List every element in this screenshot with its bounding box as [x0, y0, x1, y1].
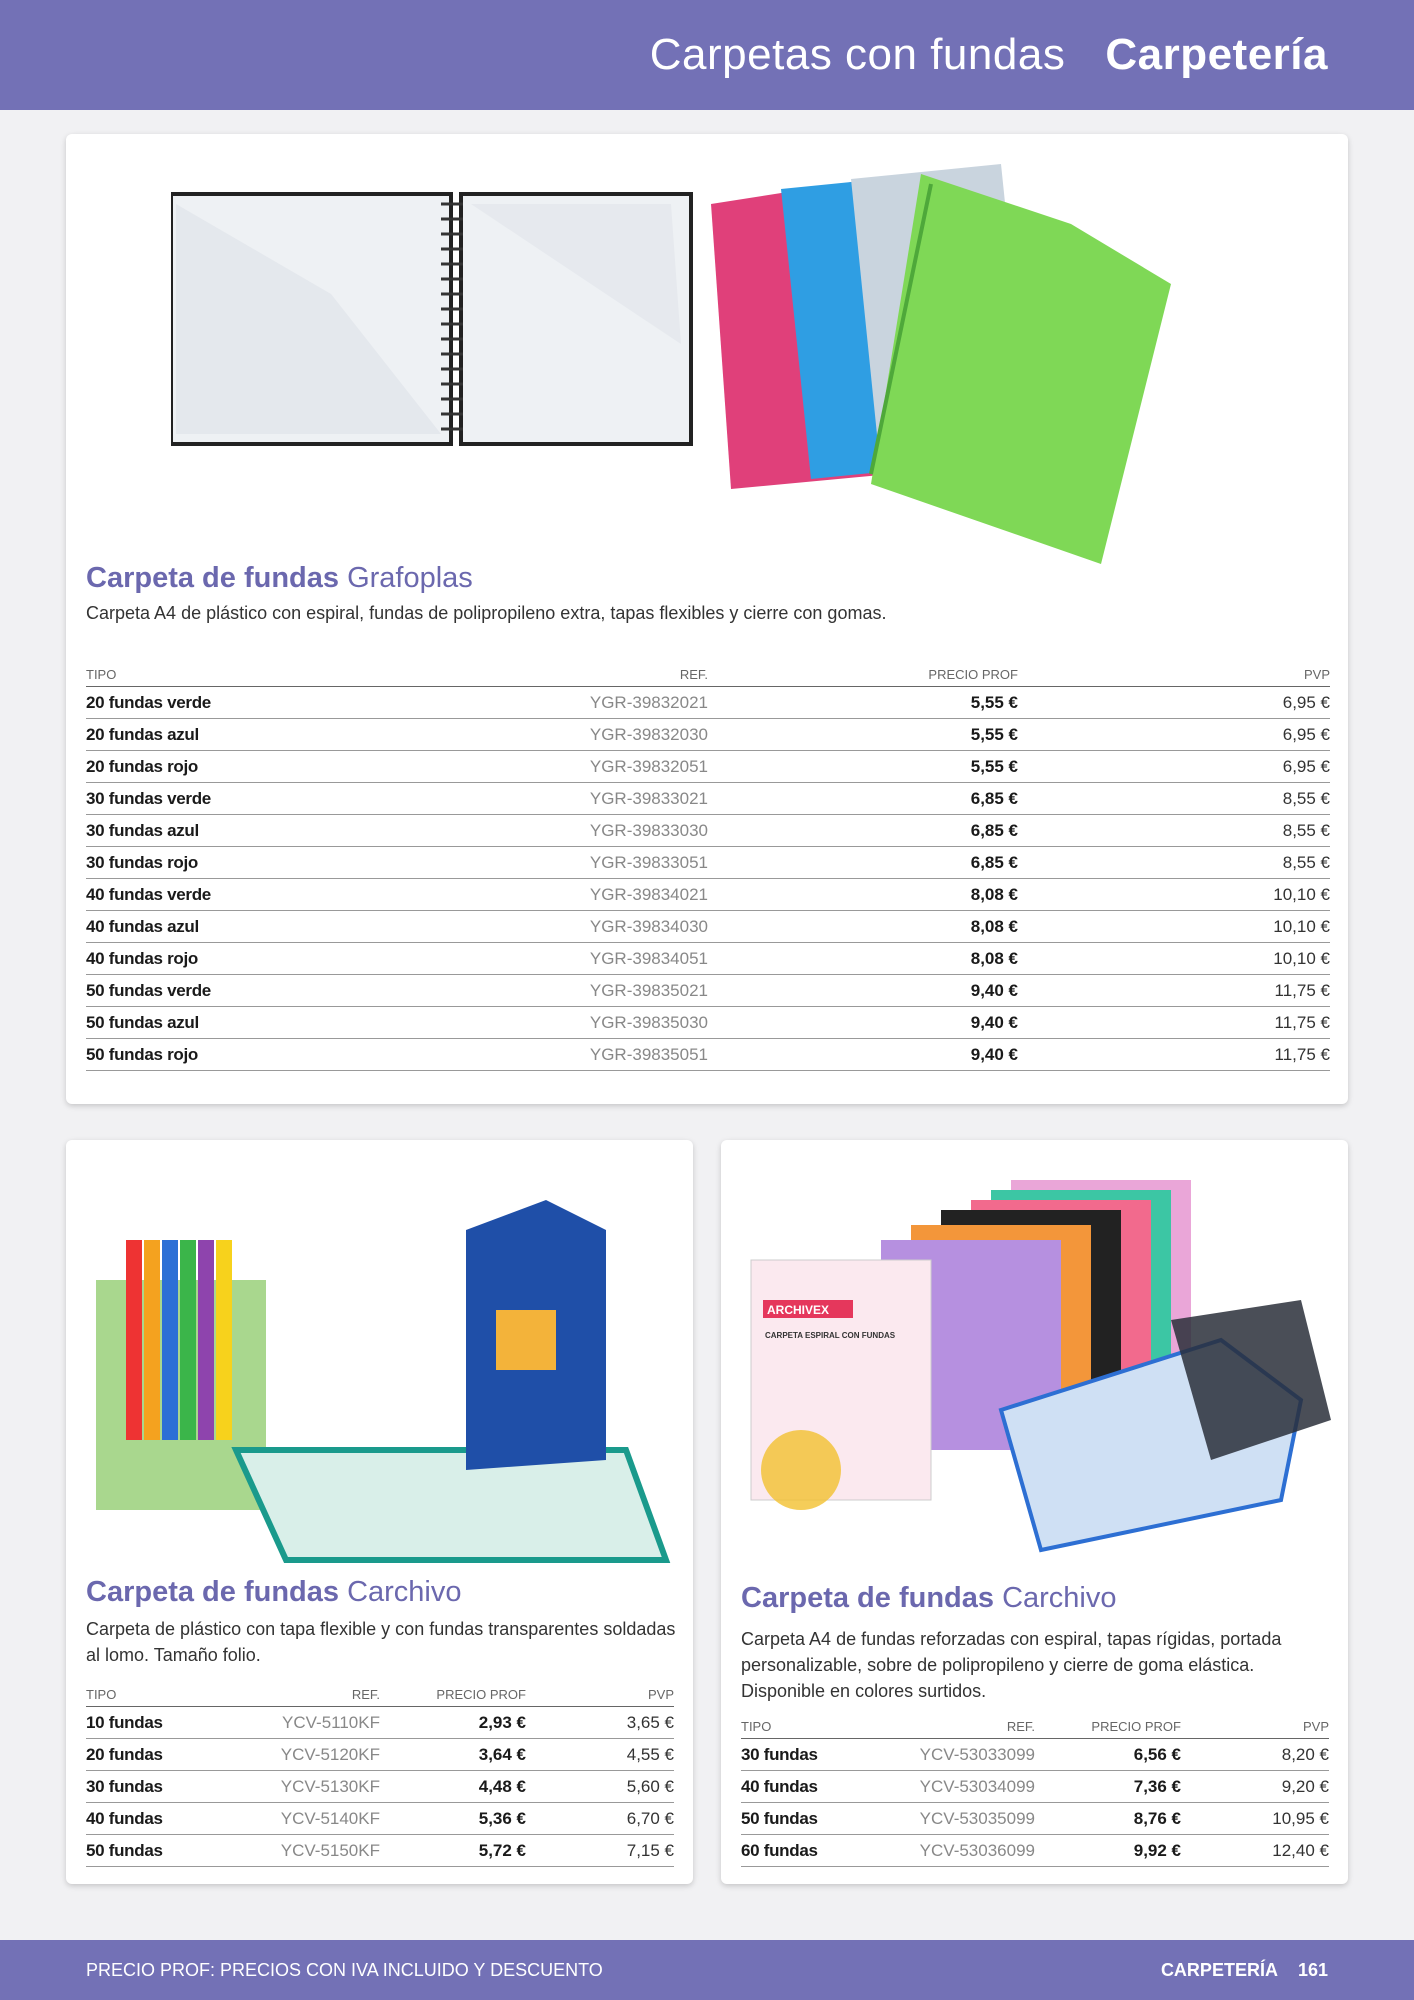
row-ref: YCV-53033099 — [871, 1739, 1035, 1771]
row-ref: YGR-39835030 — [386, 1007, 708, 1039]
table-row — [86, 879, 1330, 911]
row-precio-prof: 6,85 € — [708, 783, 1018, 815]
table-row — [741, 1771, 1329, 1803]
product-title: Carpeta de fundas Grafoplas — [86, 562, 473, 594]
row-pvp: 4,55 € — [526, 1739, 674, 1771]
row-pvp: 8,55 € — [1018, 783, 1330, 815]
table-row — [86, 1707, 674, 1739]
row-ref: YCV-5140KF — [216, 1803, 380, 1835]
category-title: Carpetería — [1105, 30, 1328, 79]
row-tipo: 20 fundas verde — [86, 687, 386, 719]
row-tipo: 40 fundas verde — [86, 879, 386, 911]
row-precio-prof: 9,40 € — [708, 975, 1018, 1007]
table-row — [86, 911, 1330, 943]
row-ref: YGR-39833051 — [386, 847, 708, 879]
product-description: Carpeta de plástico con tapa flexible y con fundas transparentes soldadas al lomo. Tamaño folio. — [86, 1619, 676, 1665]
row-ref: YCV-5130KF — [216, 1771, 380, 1803]
row-precio-prof: 9,40 € — [708, 1007, 1018, 1039]
row-precio-prof: 5,55 € — [708, 751, 1018, 783]
section-title: Carpetas con fundas — [649, 30, 1066, 79]
row-pvp: 10,10 € — [1018, 911, 1330, 943]
table-row — [86, 719, 1330, 751]
row-pvp: 12,40 € — [1181, 1835, 1329, 1867]
table-row — [86, 1007, 1330, 1039]
row-tipo: 30 fundas — [741, 1739, 871, 1771]
row-ref: YCV-53036099 — [871, 1835, 1035, 1867]
col-pvp: PVP — [526, 1684, 674, 1707]
row-pvp: 7,15 € — [526, 1835, 674, 1867]
row-ref: YGR-39832030 — [386, 719, 708, 751]
col-tipo: TIPO — [741, 1716, 871, 1739]
row-precio-prof: 8,76 € — [1035, 1803, 1181, 1835]
row-pvp: 6,95 € — [1018, 751, 1330, 783]
row-pvp: 8,20 € — [1181, 1739, 1329, 1771]
row-precio-prof: 2,93 € — [380, 1707, 526, 1739]
table-row — [86, 783, 1330, 815]
product-image-carchivo-a4 — [741, 1170, 1341, 1570]
row-precio-prof: 4,48 € — [380, 1771, 526, 1803]
table-row — [86, 975, 1330, 1007]
table-row — [86, 943, 1330, 975]
table-row — [741, 1803, 1329, 1835]
row-precio-prof: 9,40 € — [708, 1039, 1018, 1071]
row-tipo: 20 fundas azul — [86, 719, 386, 751]
row-ref: YGR-39833030 — [386, 815, 708, 847]
row-precio-prof: 6,85 € — [708, 847, 1018, 879]
table-row — [86, 1039, 1330, 1071]
row-precio-prof: 5,55 € — [708, 719, 1018, 751]
row-precio-prof: 6,85 € — [708, 815, 1018, 847]
row-tipo: 30 fundas — [86, 1771, 216, 1803]
row-precio-prof: 3,64 € — [380, 1739, 526, 1771]
table-row — [86, 687, 1330, 719]
row-ref: YGR-39833021 — [386, 783, 708, 815]
price-table — [86, 664, 1330, 1071]
product-image-carchivo-folio — [86, 1170, 676, 1570]
row-pvp: 6,70 € — [526, 1803, 674, 1835]
col-precio-prof: PRECIO PROF — [1035, 1716, 1181, 1739]
row-ref: YCV-5110KF — [216, 1707, 380, 1739]
product-image-grafoplas — [171, 144, 1311, 584]
row-pvp: 8,55 € — [1018, 847, 1330, 879]
row-tipo: 50 fundas — [741, 1803, 871, 1835]
col-precio-prof: PRECIO PROF — [380, 1684, 526, 1707]
row-tipo: 30 fundas verde — [86, 783, 386, 815]
row-pvp: 11,75 € — [1018, 1039, 1330, 1071]
product-description: Carpeta A4 de fundas reforzadas con espiral, tapas rígidas, portada personalizable, sobre de polipropileno y cierre de goma elástica. Disponible en colores surtidos. — [741, 1629, 1282, 1701]
row-precio-prof: 5,55 € — [708, 687, 1018, 719]
archivex-label: ARCHIVEX — [767, 1303, 830, 1317]
row-precio-prof: 8,08 € — [708, 911, 1018, 943]
row-precio-prof: 6,56 € — [1035, 1739, 1181, 1771]
page-number: 161 — [1297, 1959, 1328, 1980]
row-tipo: 50 fundas rojo — [86, 1039, 386, 1071]
row-tipo: 30 fundas azul — [86, 815, 386, 847]
row-ref: YGR-39832021 — [386, 687, 708, 719]
row-pvp: 9,20 € — [1181, 1771, 1329, 1803]
product-card-carchivo-folio — [66, 1140, 693, 1884]
row-ref: YCV-5120KF — [216, 1739, 380, 1771]
row-pvp: 10,10 € — [1018, 879, 1330, 911]
row-precio-prof: 9,92 € — [1035, 1835, 1181, 1867]
footer-category: CARPETERÍA — [1160, 1959, 1278, 1980]
row-ref: YGR-39835051 — [386, 1039, 708, 1071]
table-row — [86, 751, 1330, 783]
row-tipo: 40 fundas azul — [86, 911, 386, 943]
row-ref: YGR-39834021 — [386, 879, 708, 911]
col-precio-prof: PRECIO PROF — [708, 664, 1018, 687]
row-pvp: 11,75 € — [1018, 975, 1330, 1007]
product-title: Carpeta de fundas Carchivo — [86, 1576, 462, 1608]
table-row — [86, 815, 1330, 847]
row-tipo: 30 fundas rojo — [86, 847, 386, 879]
row-tipo: 50 fundas azul — [86, 1007, 386, 1039]
row-pvp: 10,95 € — [1181, 1803, 1329, 1835]
row-tipo: 10 fundas — [86, 1707, 216, 1739]
row-precio-prof: 8,08 € — [708, 943, 1018, 975]
col-pvp: PVP — [1018, 664, 1330, 687]
row-tipo: 50 fundas verde — [86, 975, 386, 1007]
table-row — [741, 1739, 1329, 1771]
table-row — [86, 1771, 674, 1803]
row-ref: YGR-39832051 — [386, 751, 708, 783]
table-row — [86, 1739, 674, 1771]
product-card-carchivo-a4 — [721, 1140, 1348, 1884]
row-pvp: 11,75 € — [1018, 1007, 1330, 1039]
row-tipo: 60 fundas — [741, 1835, 871, 1867]
row-tipo: 40 fundas — [86, 1803, 216, 1835]
table-row — [86, 847, 1330, 879]
row-precio-prof: 5,72 € — [380, 1835, 526, 1867]
footer-note: PRECIO PROF: PRECIOS CON IVA INCLUIDO Y DESCUENTO — [86, 1959, 603, 1980]
row-precio-prof: 7,36 € — [1035, 1771, 1181, 1803]
price-table — [741, 1716, 1329, 1867]
row-precio-prof: 5,36 € — [380, 1803, 526, 1835]
row-ref: YGR-39835021 — [386, 975, 708, 1007]
row-pvp: 6,95 € — [1018, 687, 1330, 719]
header-bar — [0, 0, 1414, 110]
product-title: Carpeta de fundas Carchivo — [741, 1582, 1117, 1614]
col-ref: REF. — [386, 664, 708, 687]
row-pvp: 10,10 € — [1018, 943, 1330, 975]
row-tipo: 40 fundas rojo — [86, 943, 386, 975]
row-ref: YCV-53034099 — [871, 1771, 1035, 1803]
row-pvp: 3,65 € — [526, 1707, 674, 1739]
row-pvp: 5,60 € — [526, 1771, 674, 1803]
col-ref: REF. — [871, 1716, 1035, 1739]
col-pvp: PVP — [1181, 1716, 1329, 1739]
product-description: Carpeta A4 de plástico con espiral, fundas de polipropileno extra, tapas flexibles y cierre con gomas. — [86, 603, 887, 623]
col-tipo: TIPO — [86, 664, 386, 687]
row-ref: YCV-53035099 — [871, 1803, 1035, 1835]
col-tipo: TIPO — [86, 1684, 216, 1707]
price-table — [86, 1684, 674, 1867]
row-ref: YCV-5150KF — [216, 1835, 380, 1867]
product-card-grafoplas — [66, 134, 1348, 1104]
row-tipo: 20 fundas rojo — [86, 751, 386, 783]
table-row — [741, 1835, 1329, 1867]
col-ref: REF. — [216, 1684, 380, 1707]
row-tipo: 50 fundas — [86, 1835, 216, 1867]
table-row — [86, 1835, 674, 1867]
row-precio-prof: 8,08 € — [708, 879, 1018, 911]
row-pvp: 6,95 € — [1018, 719, 1330, 751]
table-row — [86, 1803, 674, 1835]
row-ref: YGR-39834030 — [386, 911, 708, 943]
archivex-sub: CARPETA ESPIRAL CON FUNDAS — [765, 1331, 896, 1340]
row-ref: YGR-39834051 — [386, 943, 708, 975]
row-tipo: 20 fundas — [86, 1739, 216, 1771]
row-tipo: 40 fundas — [741, 1771, 871, 1803]
footer-bar — [0, 1940, 1414, 2000]
row-pvp: 8,55 € — [1018, 815, 1330, 847]
